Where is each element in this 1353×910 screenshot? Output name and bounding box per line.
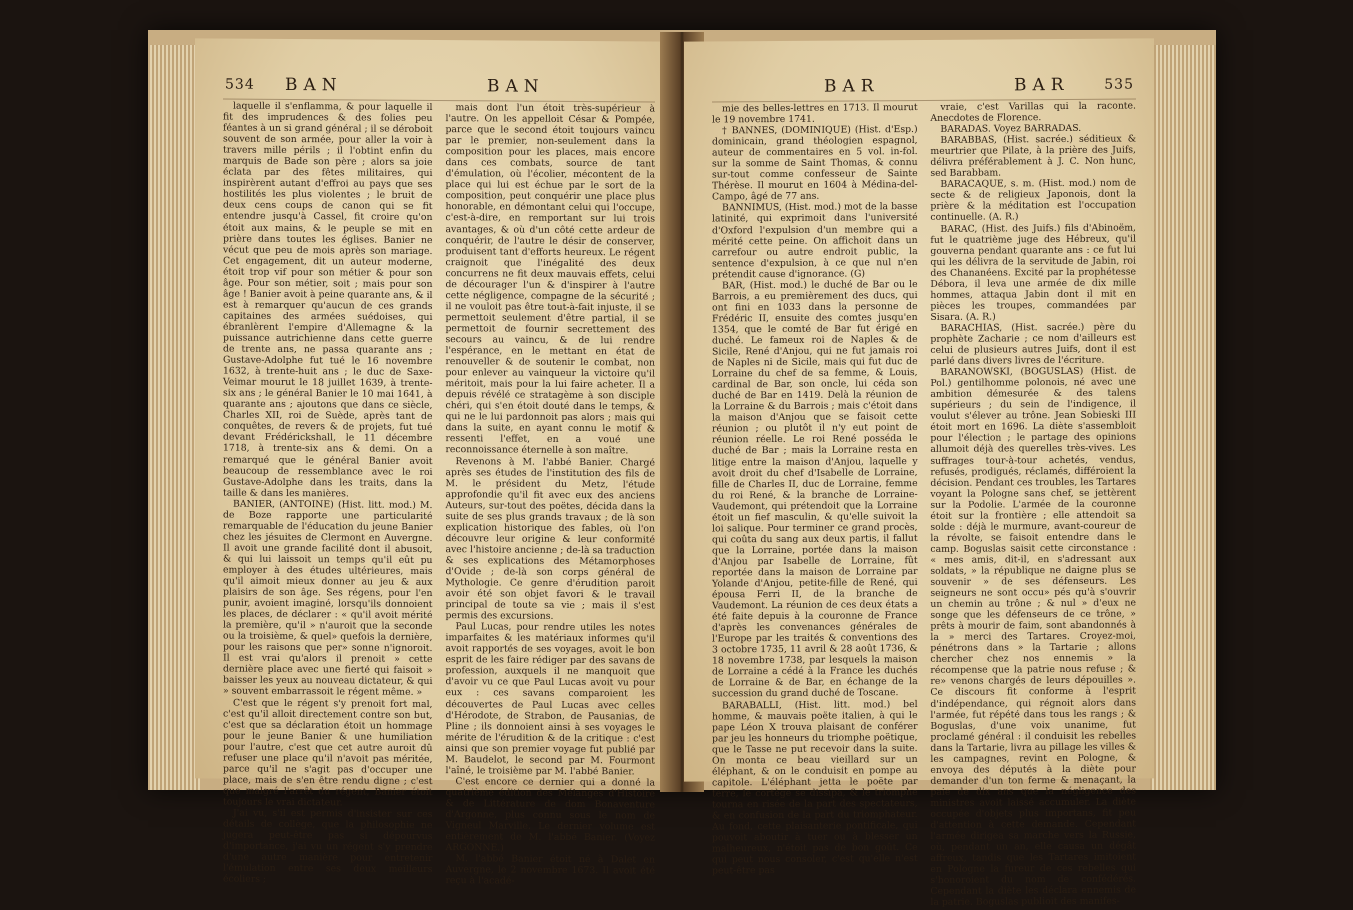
paragraph: BARABALLI, (Hist. litt. mod.) bel homme, & mauvais poëte italien, à qui le pape Léon X trouva plaisant de conférer par jeu les honneurs du triomphe poëtique, que le Tasse ne put recevoir dans la suite. On monta ce beau vieillard sur un éléphant, & on le conduisit en pompe au capitole. L'éléphant jetta le poëte par terre, le cortège se dissipa, & le triomphe tourna en risée de la part des spectateurs, & en confusion de la part du triomphateur. Au fond, cette plaisanterie pontificale, qui pouvoit aboutir à tuer ou à blesser un malheureux, n'étoit pas de bon goût. Ce qui peut nous consoler, c'est qu'elle n'est peut-être pas xyxy=(712,698,918,877)
paragraph: BARACHIAS, (Hist. sacrée.) père du prophète Zacharie ; ce nom d'ailleurs est celui de plusieurs autres Juifs, dont il est parlé dans divers livres de l'écriture. xyxy=(930,321,1136,367)
paragraph: BARANOWSKI, (BOGUSLAS) (Hist. de Pol.) gentilhomme polonois, né avec une ambition démesurée & des talens supérieurs ; du sein de l'indigence, il voulut s'élever au trône. Jean Sobieski III étoit mort en 1696. La diète s'assembloit pour l'élection ; le partage des opinions allumoit déjà des querelles très-vives. Les suffrages tour-à-tour achetés, vendus, refusés, prodigués, réclamés, différoient la décision. Pendant ces troubles, les Tartares voyant la Pologne sans chef, se jettèrent sur la Podolie. L'armée de la couronne étoit sur la frontière ; elle attendoit sa solde : déjà le murmure, avant-coureur de la révolte, se faisoit entendre dans le camp. Boguslas saisit cette circonstance : « mes amis, dit-il, en s'adressant aux soldats, » la république ne daigne plus se souvenir » de ses défenseurs. Les seigneurs ne sont occu» pés qu'à s'ouvrir un chemin au trône ; & nul » d'eux ne songe que les défenseurs de ce trône, » prêts à mourir de faim, sont abandonnés à la » merci des Tartares. Croyez-moi, pénétrons dans » la Tartarie ; allons chercher chez nos ennemis » la récompense que la patrie nous refuse ; & re» venons chargés de leurs dépouilles ». Ce discours fit conforme à l'esprit d'indépendance, qui régnoit alors dans l'armée, fut répété dans tous les rangs ; & Boguslas, d'une voix unanime, fut proclamé général : il conduisit les rebelles dans la Tartarie, livra au pillage les villes & les campagnes, revint en Pologne, & envoya des députés à la diète pour demander d'un ton ferme & menaçant, la paie de dix ans que la négligence des ministres avoit laissé accumuler. La diète occupée d'objets plus importans, fit peu d'attention à cette demande. Cependant l'armée dirigea sa marche vers la Russie, où, pendant un an, elle causa un dégât affreux, tandis que les Tartares imitoient en Pologne la fureur de ces rebelles qui s'honoroient du nom de confédérés. Cependant la diète les déclara ennemis de la patrie. Boguslas publioit des manifes- xyxy=(930,365,1136,909)
paragraph: mais dont l'un étoit très-supérieur à l'autre. On les appelloit César & Pompée, parce que le second étoit toujours vaincu par le premier, non-seulement dans la composition pour les places, mais encore dans ces combats, source de tant d'émulation, où l'écolier, mécontent de la place qui lui est échue par le sort de la composition, peut conquérir une place plus honorable, en démontant celui qui l'occupe, c'est-à-dire, en remportant sur lui trois avantages, & où d'un côté cette ardeur de conquérir, de l'autre le désir de conserver, produisent tant d'efforts heureux. Le régent craignoit que l'inégalité des deux concurrens ne fit deux mauvais effets, celui de décourager l'un & d'inspirer à l'autre cette négligence, compagne de la sécurité ; il ne vouloit pas être tout-à-fait injuste, il se permettoit seulement d'être partial, il se permettoit de fournir secrettement des secours au vaincu, & de lui rendre l'espérance, en le mettant en état de renouveller & de soutenir le combat, non pour enlever au vainqueur la victoire qu'il méritoit, mais pour la lui faire acheter. Il a depuis révélé ce stratagème à son disciple chéri, qui s'en étoit douté dans le temps, & qui ne le lui pardonnoit pas alors ; mais qui dans la suite, en ayant connu le motif & ressenti l'effet, en a voué une reconnoissance éternelle à son maître. xyxy=(445,102,655,457)
right-column-2 xyxy=(930,100,1136,909)
right-columns xyxy=(712,100,1136,909)
paragraph: BARABBAS, (Hist. sacrée.) séditieux & meurtrier que Pilate, à la prière des Juifs, délivra préférablement à J. C. Non hunc, sed Barabbam. xyxy=(930,133,1136,180)
paragraph: mie des belles-lettres en 1713. Il mourut le 19 novembre 1741. xyxy=(712,102,918,126)
left-running-head xyxy=(225,75,653,100)
right-page-number: 535 xyxy=(1104,76,1134,93)
paragraph: M. l'abbé Banier étoit né à Dalet en Auvergne, le 2 novembre 1673. Il avoit été reçu à l'acadé- xyxy=(445,853,655,887)
left-page-edges xyxy=(150,45,200,790)
paragraph: BAR, (Hist. mod.) le duché de Bar ou le Barrois, a eu premièrement des ducs, qui ont fini en 1033 dans la personne de Frédéric II, ensuite des comtes jusqu'en 1354, que le comté de Bar fut érigé en duché. Le fameux roi de Naples & de Sicile, René d'Anjou, qui ne fut jamais roi de Naples ni de Sicile, mais qui fut duc de Lorraine du chef de sa femme, & Louis, cardinal de Bar, son oncle, lui céda son duché de Bar en 1419. Delà la réunion de la Lorraine & du Barrois ; mais c'étoit dans la maison d'Anjou que se faisoit cette réunion ; ou plutôt il n'y eut point de réunion réelle. Le roi René posséda le duché de Bar ; mais la Lorraine resta en litige entre la maison d'Anjou, laquelle y avoit droit du chef d'Isabelle de Lorraine, fille de Charles II, duc de Lorraine, femme du roi René, & la branche de Lorraine-Vaudemont, qui prétendoit que la Lorraine étoit un fief masculin, & qu'elle suivoit la loi salique. Pour terminer ce grand procès, qui coûta du sang aux deux partis, il fallut que la Lorraine, portée dans la maison d'Anjou par Isabelle de Lorraine, fût reportée dans la maison de Lorraine par Yolande d'Anjou, petite-fille de René, qui épousa Ferri II, de la branche de Vaudemont. La réunion de ces deux états a été faite depuis à la couronne de France d'après les convenances générales de l'Europe par les traités & conventions des 3 octobre 1735, 11 avril & 28 août 1736, & 18 novembre 1738, par lesquels la maison de Lorraine a cédé à la France les duchés de Lorraine & de Bar, en échange de la succession du grand duché de Toscane. xyxy=(712,278,918,700)
paragraph: laquelle il s'enflamma, & pour laquelle il fit des imprudences & des folies peu féantes à un si grand général ; il se déroboit souvent de son armée, pour aller la voir à travers mille périls ; il l'obtint enfin du marquis de Bade son père ; alors sa joie éclata par des fêtes militaires, qui inspirèrent autant d'effroi au pays que ses hostilités les plus violentes ; le bruit de deux cens coups de canon qui se fit entendre jusqu'à Cassel, fit croire qu'on étoit aux mains, & le peuple se mit en prière dans toutes les églises. Banier ne vécut que peu de mois après son mariage. Cet engagement, dit un auteur moderne, étoit trop vif pour son métier & pour son âge. Pour son métier, soit ; mais pour son âge ! Banier avoit à peine quarante ans, & il est à remarquer qu'aucun de ces grands capitaines des armées suédoises, qui ébranlèrent l'empire d'Allemagne & la puissance autrichienne dans cette guerre de trente ans, ne passa quarante ans ; Gustave-Adolphe fut tué le 16 novembre 1632, à trente-huit ans ; le duc de Saxe-Veimar mourut le 18 juillet 1639, à trente-six ans ; le général Banier le 10 mai 1641, à quarante ans ; ajoutons que dans ce siècle, Charles XII, roi de Suède, après tant de conquêtes, de revers & de projets, fut tué devant Frédérickshall, le 11 décembre 1718, à trente-six ans & demi. On a remarqué que le général Banier avoit beaucoup de ressemblance avec le roi Gustave-Adolphe dans les traits, dans la taille & dans les manières. xyxy=(223,100,433,500)
paragraph: BANNIMUS, (Hist. mod.) mot de la basse latinité, qui exprimoit dans l'université d'Oxford l'expulsion d'un membre qui a mérité cette peine. On affichoit dans un carrefour ou autre endroit public, la sentence d'expulsion, à ce que nul n'en prétendit cause d'ignorance. (G) xyxy=(712,201,918,281)
paragraph: C'est encore ce dernier qui a donné la quatrième édition des Mélanges d'Histoire & de Littérature de dom Bonaventure d'Argonne, plus connu sous le nom de Vigneul Marville. Le dernier volume est entièrement de M. l'abbé Banier. (Voyez ARGONNE.) xyxy=(445,776,655,854)
paragraph: vraie, c'est Varillas qui la raconte. Anecdotes de Florence. xyxy=(930,100,1136,124)
right-column-1 xyxy=(712,102,918,877)
right-head-word-1: BAR xyxy=(824,76,880,97)
paragraph: BANIER, (ANTOINE) (Hist. litt. mod.) M. de Boze rapporte une particularité remarquable de l'éducation du jeune Banier chez les jésuites de Clermont en Auvergne. Il avoit une grande facilité dont il abusoit, & qui lui laissoit un temps qu'il eût pu employer à des études ultérieures, mais qu'il aimoit mieux donner au jeu & aux plaisirs de son âge. Ses régens, pour l'en punir, avoient imaginé, lorsqu'ils donnoient les places, de déclarer : « qu'il avoit mérité la première, qu'il » n'auroit que la seconde ou la troisième, & quel» quefois la dernière, pour les raisons que per» sonne n'ignoroit. Il est vrai qu'alors il prenoit » cette dernière place avec une fierté qui faisoit » baisser les yeux au nouveau dictateur, & qui » souvent embarrassoit le régent même. » xyxy=(223,498,433,699)
left-head-word-1: BAN xyxy=(285,74,343,96)
paragraph: BARADAS. Voyez BARRADAS. xyxy=(940,122,1082,135)
left-head-word-2: BAN xyxy=(487,76,545,97)
paragraph: BARACAQUE, s. m. (Hist. mod.) nom de secte & de religieux Japonois, dont la prière & la méditation est l'occupation continuelle. (A. R.) xyxy=(930,177,1136,224)
left-columns xyxy=(223,100,655,887)
right-head-word-2: BAR xyxy=(1014,74,1070,96)
right-page xyxy=(684,38,1154,909)
paragraph: Revenons à M. l'abbé Banier. Chargé après ses études de l'institution des fils de M. le président du Metz, l'étude approfondie qu'il fit avec eux des anciens Auteurs, sur-tout des poëtes, décida dans la suite de ses plus grands travaux ; de là son explication historique des fables, où l'on découvre leur origine & leur conformité avec l'histoire ancienne ; de-là sa traduction & ses explications des Métamorphoses d'Ovide ; de-là son corps général de Mythologie. Ce genre d'érudition paroit avoir été son objet favori & le travail principal de toute sa vie ; mais il s'est permis des excursions. xyxy=(445,455,655,622)
paragraph: BARAC, (Hist. des Juifs.) fils d'Abinoëm, fut le quatrième juge des Hébreux, qu'il gouverna pendant quarante ans : ce fut lui qui les délivra de la servitude de Jabin, roi des Chananéens. Excité par la prophétesse Débora, il leva une armée de dix mille hommes, attaqua Jabin dont il mit en pièces les troupes, commandées par Sisara. (A. R.) xyxy=(930,222,1136,323)
paragraph: J'ai vu, s'il est permis d'insister sur ces détails de collège, que la philosophie ne jugera peut-être pas si dépourvus d'importance, j'ai vu un régent s'y prendre d'une autre manière pour entretenir l'émulation entre ses deux meilleurs écoliers ; xyxy=(223,807,433,886)
left-column-2 xyxy=(445,102,655,887)
left-column-1 xyxy=(223,100,433,886)
left-page xyxy=(195,38,673,887)
paragraph: Paul Lucas, pour rendre utiles les notes imparfaites & les matériaux informes qu'il avoit rapportés de ses voyages, avoit le bon esprit de les faire rédiger par des savans de profession, auxquels il ne manquoit que d'avoir vu ce que Paul Lucas avoit vu pour eux : ces savans comparoient les découvertes de Paul Lucas avec celles d'Hérodote, de Strabon, de Pausanias, de Pline ; ils donnoient ainsi à ses voyages le mérite de l'érudition & de la critique : c'est ainsi que son premier voyage fut publié par M. Baudelot, le second par M. Fourmont l'aîné, le troisième par M. l'abbé Banier. xyxy=(445,621,655,778)
left-page-number: 534 xyxy=(225,76,255,93)
right-running-head xyxy=(714,74,1134,99)
paragraph: C'est que le régent s'y prenoit fort mal, c'est qu'il alloit directement contre son but, c'est que sa déclaration étoit un hommage pour le jeune Banier & une humiliation pour l'autre, c'est que cet autre auroit dû refuser une place qu'il n'avoit pas méritée, parce qu'il ne s'agit pas d'occuper une place, mais de s'en être rendu digne ; c'est que malgré l'arrêt du régent, Banier étoit toujours le vrai dictateur. xyxy=(223,697,433,809)
right-page-edges xyxy=(1150,45,1216,790)
paragraph: † BANNES, (DOMINIQUE) (Hist. d'Esp.) dominicain, grand théologien espagnol, auteur de commentaires en 5 vol. in-fol. sur la somme de Saint Thomas, & connu sur-tout comme confesseur de Sainte Thérèse. Il mourut en 1604 à Médina-del-Campo, âgé de 77 ans. xyxy=(712,124,918,203)
